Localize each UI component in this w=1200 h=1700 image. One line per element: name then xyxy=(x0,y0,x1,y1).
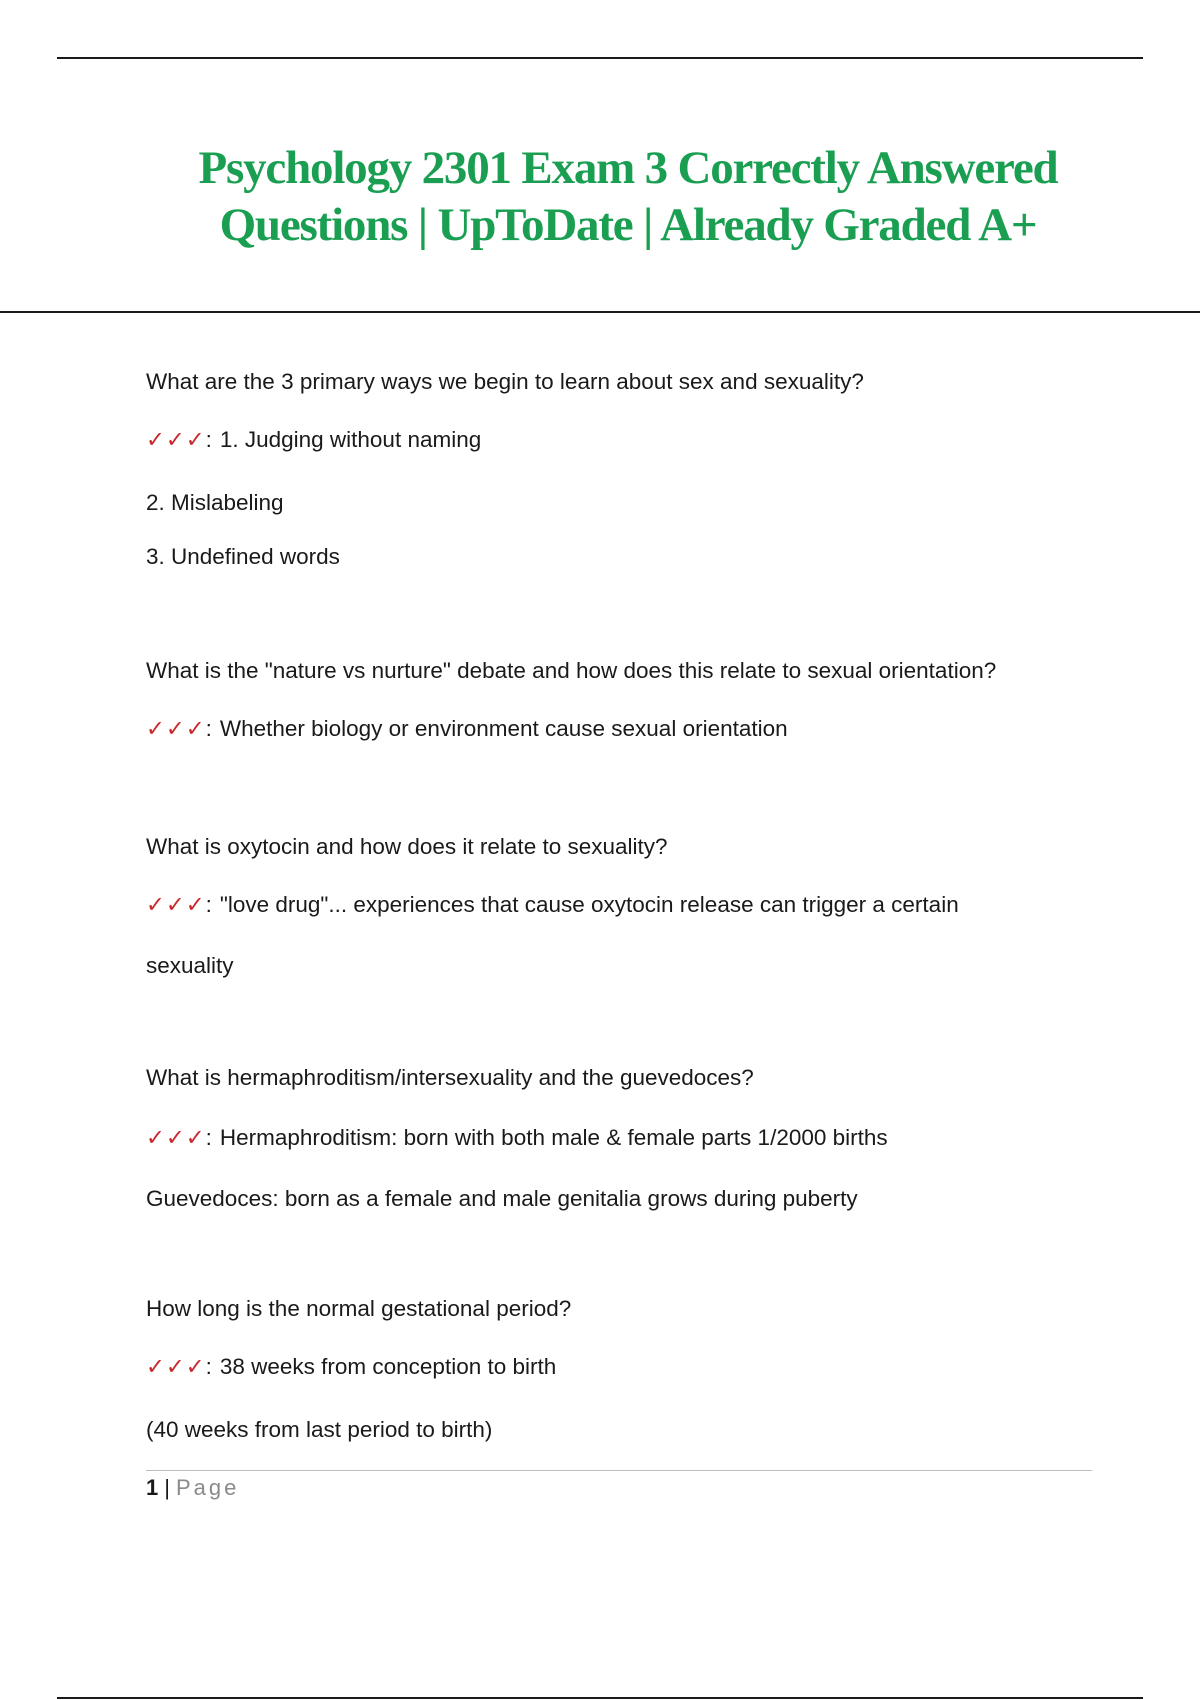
footer-rule xyxy=(146,1470,1092,1471)
answer-2 xyxy=(146,715,788,743)
top-rule xyxy=(57,57,1143,59)
answer-1-text: 1. Judging without naming xyxy=(219,427,482,452)
answer-separator: : xyxy=(205,716,212,741)
title-line-2: Questions | UpToDate | Already Graded A+ xyxy=(219,199,1037,251)
question-3: What is oxytocin and how does it relate to sexuality? xyxy=(146,834,668,859)
check-mark-icon: ✓✓✓ xyxy=(146,1354,206,1379)
title-divider xyxy=(0,311,1200,313)
page-number: 1 xyxy=(146,1475,159,1500)
title-line-1: Psychology 2301 Exam 3 Correctly Answered xyxy=(198,142,1058,194)
question-4: What is hermaphroditism/intersexuality and the guevedoces? xyxy=(146,1065,754,1090)
answer-separator: : xyxy=(205,892,212,917)
page-label: Page xyxy=(175,1475,240,1500)
answer-4 xyxy=(146,1124,888,1152)
answer-separator: : xyxy=(205,1125,212,1150)
document-title xyxy=(0,140,1200,254)
answer-5 xyxy=(146,1353,556,1381)
answer-5-text: 38 weeks from conception to birth xyxy=(219,1354,557,1379)
answer-1-line-3: 3. Undefined words xyxy=(146,544,340,569)
answer-4-line-2: Guevedoces: born as a female and male genitalia grows during puberty xyxy=(146,1186,858,1211)
answer-1-line-2: 2. Mislabeling xyxy=(146,490,284,515)
answer-3-line-2: sexuality xyxy=(146,953,234,978)
answer-separator: : xyxy=(205,427,212,452)
answer-3 xyxy=(146,891,959,919)
check-mark-icon: ✓✓✓ xyxy=(146,892,206,917)
answer-separator: : xyxy=(205,1354,212,1379)
question-5: How long is the normal gestational period? xyxy=(146,1296,572,1321)
answer-3-text: "love drug"... experiences that cause oxytocin release can trigger a certain xyxy=(219,892,959,917)
question-2: What is the "nature vs nurture" debate and how does this relate to sexual orientation? xyxy=(146,658,997,683)
page-footer xyxy=(146,1474,239,1502)
footer-separator: | xyxy=(164,1475,170,1500)
check-mark-icon: ✓✓✓ xyxy=(146,1125,206,1150)
check-mark-icon: ✓✓✓ xyxy=(146,716,206,741)
bottom-rule xyxy=(57,1697,1143,1699)
question-1: What are the 3 primary ways we begin to learn about sex and sexuality? xyxy=(146,369,864,394)
check-mark-icon: ✓✓✓ xyxy=(146,427,206,452)
answer-5-line-2: (40 weeks from last period to birth) xyxy=(146,1417,493,1442)
answer-4-text: Hermaphroditism: born with both male & female parts 1/2000 births xyxy=(219,1125,888,1150)
answer-2-text: Whether biology or environment cause sexual orientation xyxy=(219,716,788,741)
answer-1 xyxy=(146,426,481,454)
